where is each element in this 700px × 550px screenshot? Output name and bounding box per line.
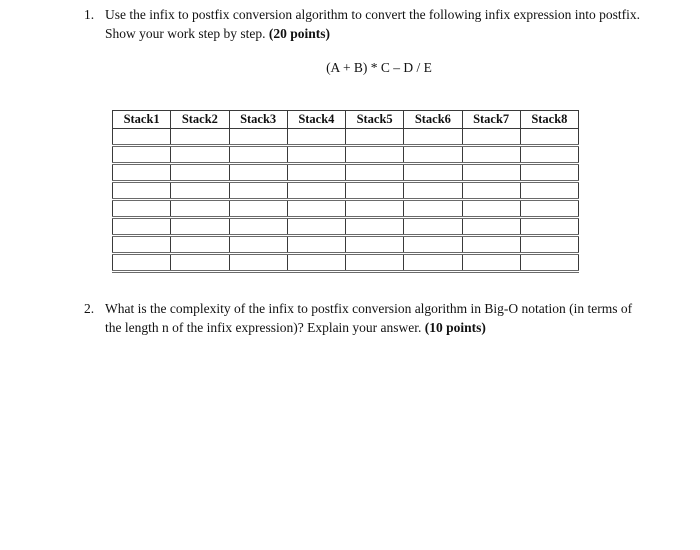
stack-cell xyxy=(346,236,404,254)
question-1-text: Use the infix to postfix conversion algorithm to convert the following infix expression into postfix. Show your work step by step. xyxy=(105,7,641,41)
stack-cell xyxy=(229,254,287,272)
stack-cell xyxy=(346,200,404,218)
stack-cell xyxy=(404,236,462,254)
question-2 xyxy=(84,299,644,337)
stack-cell xyxy=(287,200,345,218)
stack-cell xyxy=(520,254,578,272)
stack-cell xyxy=(171,182,229,200)
stack-cell xyxy=(462,200,520,218)
stack-cell xyxy=(404,182,462,200)
stack-cell xyxy=(462,254,520,272)
stack-cell xyxy=(462,129,520,146)
stack-cell xyxy=(171,236,229,254)
stack-cell xyxy=(113,182,171,200)
stack-table-row xyxy=(113,129,579,146)
stack-cell xyxy=(346,254,404,272)
stack-cell xyxy=(462,164,520,182)
stack-header: Stack8 xyxy=(520,111,578,129)
stack-cell xyxy=(462,236,520,254)
stack-cell xyxy=(287,182,345,200)
stack-table-row xyxy=(113,200,579,218)
stack-table-row xyxy=(113,236,579,254)
stack-header: Stack6 xyxy=(404,111,462,129)
stack-header: Stack5 xyxy=(346,111,404,129)
stack-cell xyxy=(171,129,229,146)
stack-cell xyxy=(113,164,171,182)
stack-cell xyxy=(462,182,520,200)
question-2-number: 2. xyxy=(84,301,95,316)
stack-cell xyxy=(520,146,578,164)
stack-table-row xyxy=(113,182,579,200)
stack-table-row xyxy=(113,146,579,164)
stack-cell xyxy=(287,236,345,254)
stack-cell xyxy=(404,254,462,272)
stack-cell xyxy=(287,218,345,236)
stack-header: Stack7 xyxy=(462,111,520,129)
stack-cell xyxy=(520,200,578,218)
question-2-points: (10 points) xyxy=(424,320,486,335)
question-2-text: What is the complexity of the infix to postfix conversion algorithm in Big-O notation (in terms of the length n of the infix expression)? Explain your answer. xyxy=(105,301,633,335)
stack-cell xyxy=(171,146,229,164)
stack-cell xyxy=(287,254,345,272)
stack-cell xyxy=(346,146,404,164)
stack-cell xyxy=(171,254,229,272)
stack-table-row xyxy=(113,254,579,272)
stack-cell xyxy=(462,218,520,236)
stack-cell xyxy=(229,218,287,236)
stack-cell xyxy=(404,146,462,164)
stack-cell xyxy=(346,164,404,182)
stack-cell xyxy=(520,182,578,200)
stack-cell xyxy=(287,164,345,182)
stack-cell xyxy=(346,182,404,200)
stack-header: Stack4 xyxy=(287,111,345,129)
stack-header: Stack2 xyxy=(171,111,229,129)
stack-cell xyxy=(229,164,287,182)
stack-header: Stack1 xyxy=(113,111,171,129)
stack-cell xyxy=(520,218,578,236)
stack-cell xyxy=(113,129,171,146)
stack-cell xyxy=(404,164,462,182)
stack-cell xyxy=(171,164,229,182)
stack-cell xyxy=(113,200,171,218)
stack-cell xyxy=(229,146,287,164)
stack-cell xyxy=(520,236,578,254)
stack-cell xyxy=(462,146,520,164)
stack-cell xyxy=(229,236,287,254)
stack-cell xyxy=(113,254,171,272)
stack-cell xyxy=(346,129,404,146)
stack-table-row xyxy=(113,164,579,182)
stack-cell xyxy=(404,129,462,146)
question-1-points: (20 points) xyxy=(268,26,331,41)
stack-cell xyxy=(171,200,229,218)
infix-expression: (A + B) * C – D / E xyxy=(326,60,432,75)
stack-cell xyxy=(404,218,462,236)
stack-table xyxy=(112,110,579,273)
stack-cell xyxy=(229,200,287,218)
stack-cell xyxy=(346,218,404,236)
stack-header: Stack3 xyxy=(229,111,287,129)
stack-cell xyxy=(113,218,171,236)
stack-cell xyxy=(229,182,287,200)
question-1-number: 1. xyxy=(84,7,95,22)
stack-cell xyxy=(229,129,287,146)
stack-table-row xyxy=(113,218,579,236)
question-1-text-block xyxy=(105,5,644,43)
stack-table-header-row xyxy=(113,111,579,129)
stack-table-body xyxy=(113,129,579,272)
stack-cell xyxy=(113,236,171,254)
stack-cell xyxy=(520,129,578,146)
stack-cell xyxy=(287,146,345,164)
stack-cell xyxy=(171,218,229,236)
stack-cell xyxy=(113,146,171,164)
stack-cell xyxy=(287,129,345,146)
question-1 xyxy=(84,5,644,43)
question-2-text-block xyxy=(105,299,644,337)
stack-cell xyxy=(520,164,578,182)
stack-cell xyxy=(404,200,462,218)
